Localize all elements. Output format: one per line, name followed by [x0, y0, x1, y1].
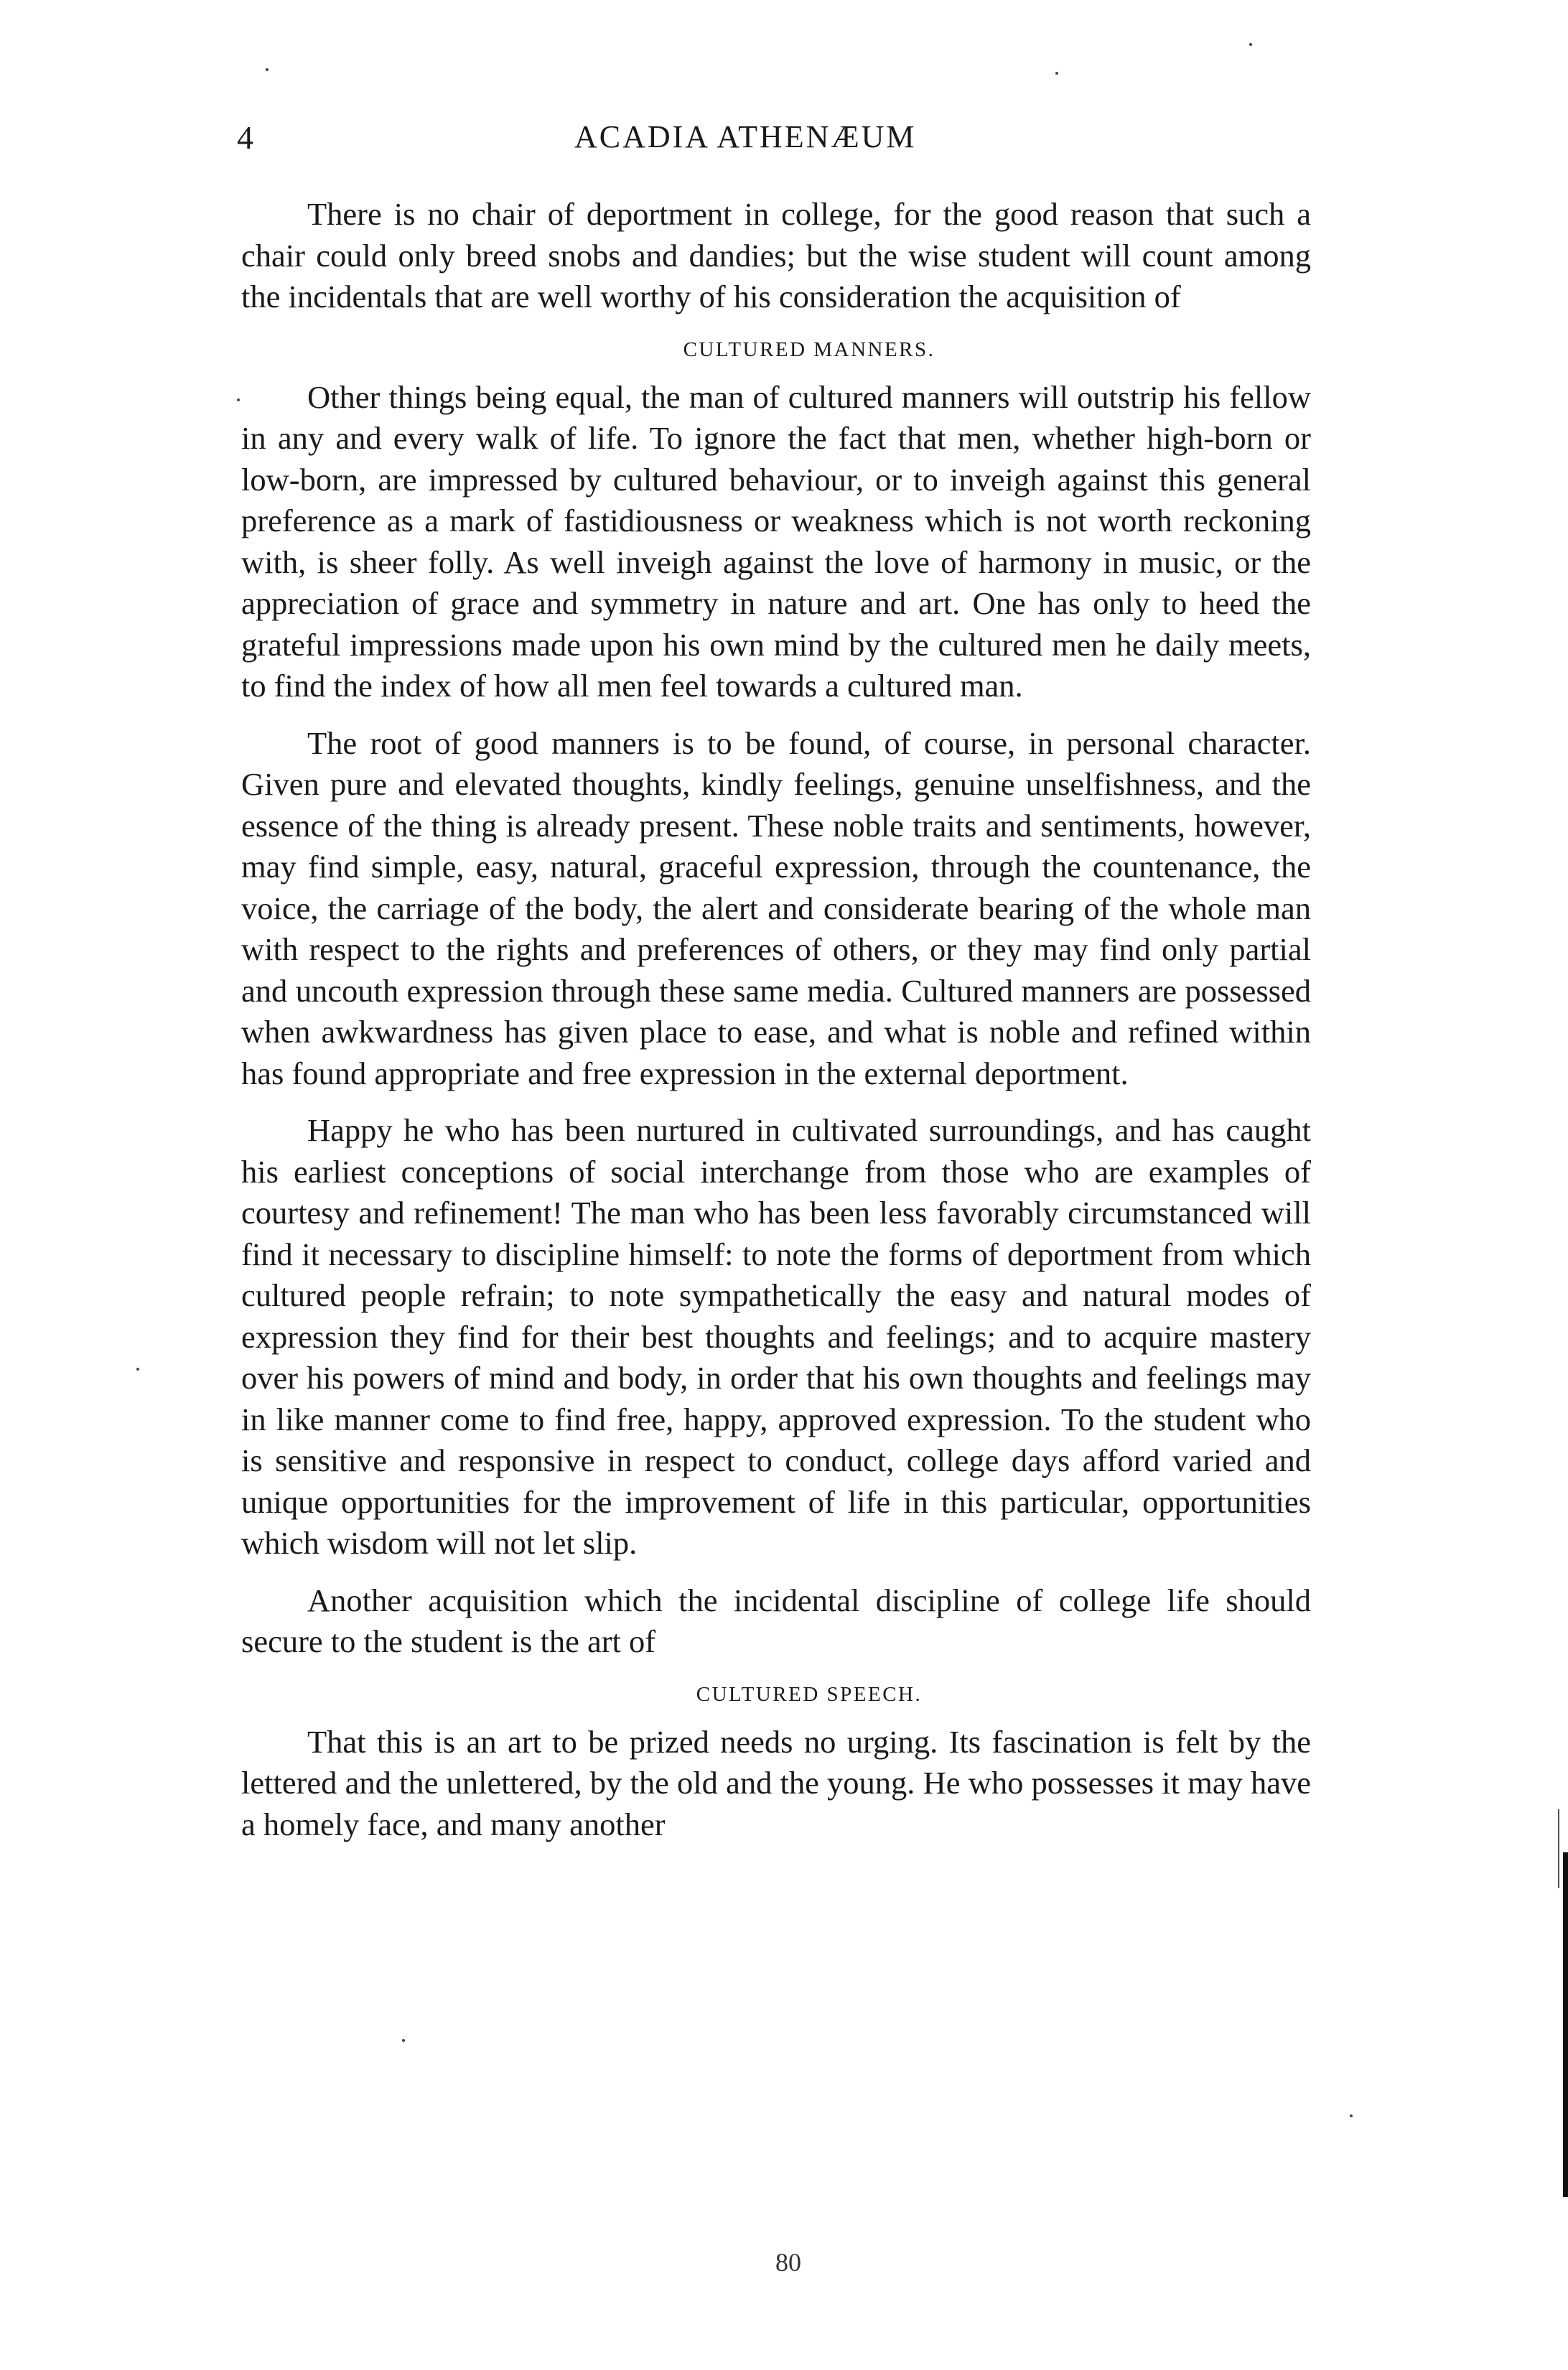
paragraph-transition: Another acquisition which the incidental discipline of college life should secure to the student is the art of [241, 1582, 1311, 1659]
folio-mark: 80 [775, 2248, 801, 2277]
scan-edge-mark [1563, 1852, 1568, 2197]
scan-speck [1350, 2114, 1353, 2117]
section-heading-cultured-manners: CULTURED MANNERS. [683, 337, 935, 361]
paragraph-manners-1: Other things being equal, the man of cultured manners will outstrip his fellow in any and every walk of life. To ignore the fact that men, whether high-born or low-born, are impressed by cultured behaviour, or to inveigh against this general preference as a mark of fastidiousness or weakness which is not worth reckoning with, is sheer folly. As well inveigh against the love of harmony in music, or the appreciation of grace and symmetry in nature and art. One has only to heed the grateful impressions made upon his own mind by the cultured men he daily meets, to find the index of how all men feel towards a cultured man. [241, 378, 1311, 704]
scan-speck [136, 1368, 139, 1371]
article-body [241, 194, 1311, 1845]
scan-speck [1055, 72, 1058, 75]
paragraph-speech-1: That this is an art to be prized needs no urging. Its fascination is felt by the lettered and the unlettered, by the old and the young. He who possesses it may have a homely face, and many another [241, 1723, 1311, 1842]
page-header [237, 118, 1314, 169]
paragraph-manners-2: The root of good manners is to be found, of course, in personal character. Given pure and elevated thoughts, kindly feelings, genuine unselfishness, and the essence of the thing is already present. These noble traits and sentiments, however, may find simple, easy, natural, graceful expression, through the countenance, the voice, the carriage of the body, the alert and considerate bearing of the whole man with respect to the rights and preferences of others, or they may find only partial and uncouth expression through these same media. Cultured manners are possessed when awkwardness has given place to ease, and what is noble and refined within has found appropriate and free expression in the external deportment. [241, 724, 1311, 1091]
scan-speck [402, 2039, 405, 2042]
heading-block-speech [241, 1663, 1311, 1722]
scan-speck [266, 68, 269, 71]
scan-edge-mark-thin [1558, 1809, 1559, 1888]
paragraph-manners-3: Happy he who has been nurtured in cultivated surroundings, and has caught his earliest conceptions of social interchange from those who are examples of courtesy and refinement! The man who has been less favorably circumstanced will find it necessary to discipline himself: to note the forms of deportment from which cultured people refrain; to note sympathetically the easy and natural modes of expression they find for their best thoughts and feelings; and to acquire mastery over his powers of mind and body, in order that his own thoughts and feelings may in like manner come to find free, happy, approved expression. To the student who is sensitive and responsive in respect to conduct, college days afford varied and unique opportunities for the improvement of life in this particular, opportunities which wisdom will not let slip. [241, 1112, 1311, 1561]
heading-block-manners [241, 318, 1311, 377]
scan-speck [1249, 43, 1252, 46]
scan-speck [237, 398, 240, 401]
page-number: 4 [237, 119, 254, 156]
paragraph-intro: There is no chair of deportment in college, for the good reason that such a chair could only breed snobs and dandies; but the wise student will count among the incidentals that are well worthy of his consideration the acquisition of [241, 196, 1311, 314]
section-heading-cultured-speech: CULTURED SPEECH. [696, 1682, 923, 1706]
running-title: ACADIA ATHENÆUM [574, 119, 917, 154]
